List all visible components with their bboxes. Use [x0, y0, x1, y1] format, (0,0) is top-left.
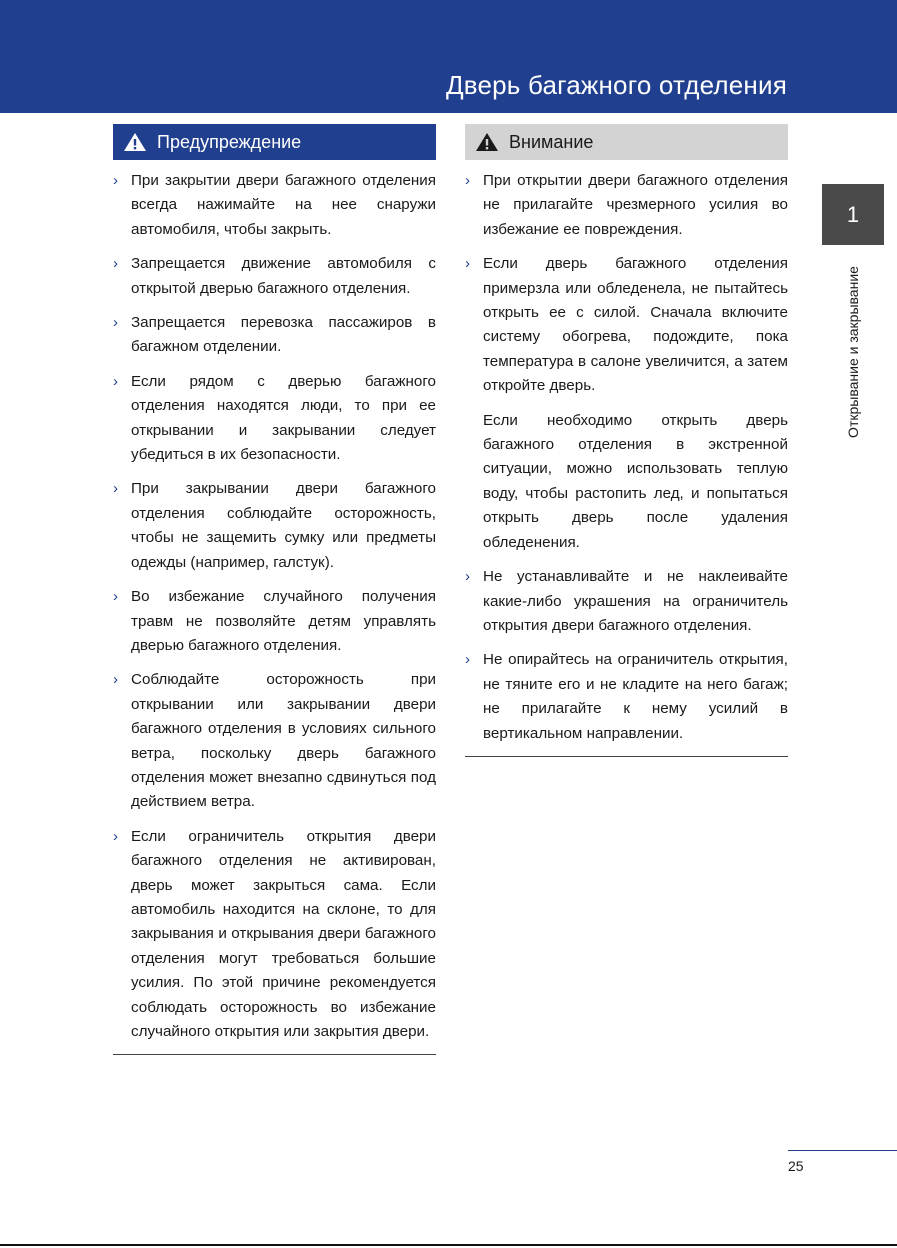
caution-item-note: Если необходимо открыть дверь багажного отделения в экстренной ситуации, можно использовать теплую воду, чтобы растопить лед, и попытаться открыть дверь после удаления обледенения. — [483, 411, 788, 551]
page-number-rule — [788, 1150, 897, 1151]
chevron-right-icon: › — [113, 314, 118, 332]
warning-item: › Если ограничитель открытия двери багажного отделения не активирован, дверь может закрыться сама. Если автомобиль находится на склоне, то для закрывания и открывания двери багажного отделения могут требоваться большие усилия. По этой причине рекомендуется соблюдать осторожность во избежание случайного открытия или закрытия двери. — [113, 825, 436, 1045]
caution-item: › Не устанавливайте и не наклеивайте какие-либо украшения на ограничитель открытия двери багажного отделения. — [465, 565, 788, 638]
chevron-right-icon: › — [113, 588, 118, 606]
caution-box-title: Внимание — [509, 131, 594, 152]
chevron-right-icon: › — [465, 255, 470, 273]
chevron-right-icon: › — [465, 651, 470, 669]
page-title: Дверь багажного отделения — [445, 70, 787, 100]
caution-item: › Если дверь багажного отделения примерзла или обледенела, не пытайтесь открыть ее с силой. Сначала включите систему обогрева, подождите, пока температура в салоне увеличится, а затем откройте дверь. Если необходимо открыть дверь багажного отделения в экстренной ситуации, можно использовать теплую воду, чтобы растопить лед, и попытаться открыть дверь после удаления обледенения. — [465, 252, 788, 555]
warning-item: › При закрывании двери багажного отделения соблюдайте осторожность, чтобы не защемить сумку или предметы одежды (например, галстук). — [113, 477, 436, 575]
chapter-number: 1 — [846, 201, 860, 227]
chevron-right-icon: › — [113, 172, 118, 189]
warning-box-header — [113, 124, 436, 160]
warning-item: › Запрещается перевозка пассажиров в багажном отделении. — [113, 311, 436, 360]
caution-box-header — [465, 124, 788, 160]
chevron-right-icon: › — [113, 827, 118, 845]
warning-item: › Запрещается движение автомобиля с открытой дверью багажного отделения. — [113, 252, 436, 301]
page-number: 25 — [788, 1158, 804, 1174]
chevron-right-icon: › — [113, 671, 118, 689]
warning-item: › Соблюдайте осторожность при открывании или закрывании двери багажного отделения в условиях сильного ветра, поскольку дверь багажного отделения может внезапно сдвинуться под действием ветра. — [113, 668, 436, 814]
page-bottom-rule — [0, 1244, 897, 1246]
page-header — [0, 0, 897, 113]
chevron-right-icon: › — [113, 372, 118, 390]
chevron-right-icon: › — [465, 172, 470, 189]
warning-item: › Во избежание случайного получения травм не позволяйте детям управлять дверью багажного отделения. — [113, 585, 436, 658]
warning-item: › Если рядом с дверью багажного отделения находятся люди, то при ее открывании и закрывании следует убедиться в их безопасности. — [113, 370, 436, 468]
caution-item: › При открытии двери багажного отделения не прилагайте чрезмерного усилия во избежание ее повреждения. — [465, 169, 788, 242]
chapter-title-vertical: Открывание и закрывание — [845, 266, 861, 438]
warning-triangle-icon — [123, 132, 147, 152]
chevron-right-icon: › — [465, 568, 470, 586]
warning-item: › При закрытии двери багажного отделения всегда нажимайте на нее снаружи автомобиля, чтобы закрыть. — [113, 169, 436, 242]
warning-box — [113, 124, 436, 1055]
warning-box-bottom-rule — [113, 1054, 436, 1055]
caution-item: › Не опирайтесь на ограничитель открытия, не тяните его и не кладите на него багаж; не прилагайте к нему усилий в вертикальном направлении. — [465, 648, 788, 746]
chapter-number-tab — [822, 184, 884, 245]
warning-box-title: Предупреждение — [157, 131, 302, 152]
chevron-right-icon: › — [113, 480, 118, 498]
warning-triangle-icon — [475, 132, 499, 152]
caution-box-bottom-rule — [465, 756, 788, 757]
caution-box — [465, 124, 788, 757]
chevron-right-icon: › — [113, 255, 118, 273]
